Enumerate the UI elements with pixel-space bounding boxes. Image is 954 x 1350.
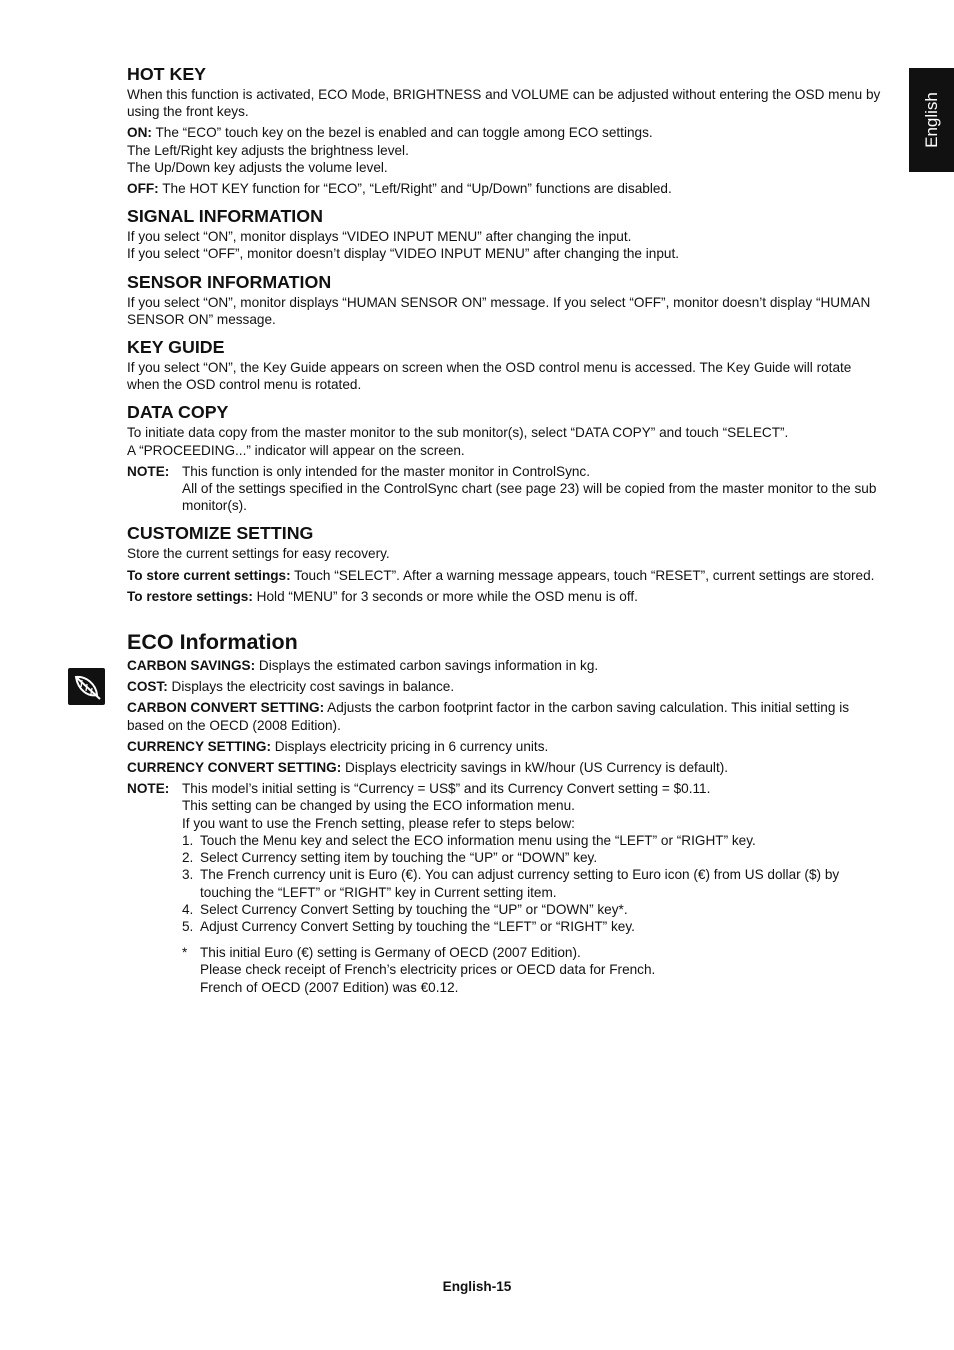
list-item xyxy=(182,901,883,918)
term-label: To restore settings: xyxy=(127,588,253,604)
step-number: 3. xyxy=(182,867,194,883)
footnote-line: This initial Euro (€) setting is Germany of OECD (2007 Edition). xyxy=(200,945,581,961)
paragraph: If you select “OFF”, monitor doesn’t display “VIDEO INPUT MENU” after changing the input. xyxy=(127,246,680,262)
paragraph: If you select “ON”, monitor displays “HUMAN SENSOR ON” message. If you select “OFF”, monitor doesn’t display “HUMAN SENSOR ON” message. xyxy=(127,294,871,327)
eco-information-title: ECO Information xyxy=(127,630,298,655)
paragraph: Store the current settings for easy recovery. xyxy=(127,546,390,562)
note-line: This function is only intended for the master monitor in ControlSync. xyxy=(182,463,591,479)
footnote-line: Please check receipt of French’s electricity prices or OECD data for French. xyxy=(200,962,656,978)
list-item xyxy=(182,918,883,935)
step-text: Touch the Menu key and select the ECO information menu using the “LEFT” or “RIGHT” key. xyxy=(200,832,756,848)
footnote-line: French of OECD (2007 Edition) was €0.12. xyxy=(200,979,459,995)
note-line: This model’s initial setting is “Currency = US$” and its Currency Convert setting = $0.11. xyxy=(182,781,711,797)
step-text: The French currency unit is Euro (€). You can adjust currency setting to Euro icon (€) from US dollar ($) by touching the “LEFT” or “RIGHT” key in Current setting item. xyxy=(200,867,840,900)
paragraph: The Up/Down key adjusts the volume level. xyxy=(127,159,388,175)
signal-information-section xyxy=(127,206,883,262)
paragraph xyxy=(127,657,883,674)
footnote-mark: * xyxy=(182,945,188,961)
step-text: Select Currency Convert Setting by touching the “UP” or “DOWN” key*. xyxy=(200,901,628,917)
paragraph: When this function is activated, ECO Mode, BRIGHTNESS and VOLUME can be adjusted without entering the OSD menu by using the front keys. xyxy=(127,87,881,120)
term-text: Displays electricity savings in kW/hour (US Currency is default). xyxy=(341,760,729,776)
paragraph xyxy=(127,738,883,755)
sensor-information-section xyxy=(127,272,883,328)
list-item xyxy=(182,832,883,849)
term-label: ON: xyxy=(127,125,152,141)
term-text: Touch “SELECT”. After a warning message appears, touch “RESET”, current settings are stored. xyxy=(290,567,875,583)
note-line: This setting can be changed by using the ECO information menu. xyxy=(182,798,575,814)
term-label: To store current settings: xyxy=(127,567,291,583)
note-label: NOTE: xyxy=(127,463,170,479)
step-text: Adjust Currency Convert Setting by touching the “LEFT” or “RIGHT” key. xyxy=(200,918,635,934)
footnote-body xyxy=(200,944,655,996)
paragraph: A “PROCEEDING...” indicator will appear on the screen. xyxy=(127,442,465,458)
note-body xyxy=(182,780,883,995)
term-text: The “ECO” touch key on the bezel is enabled and can toggle among ECO settings. xyxy=(151,125,653,141)
section-title: DATA COPY xyxy=(127,402,229,423)
footnote xyxy=(182,944,883,996)
term-text: The HOT KEY function for “ECO”, “Left/Right” and “Up/Down” functions are disabled. xyxy=(158,181,672,197)
paragraph xyxy=(127,759,883,776)
hot-key-section xyxy=(127,64,883,197)
section-title: HOT KEY xyxy=(127,64,207,84)
note-line: All of the settings specified in the ControlSync chart (see page 23) will be copied from the master monitor to the sub monitor(s). xyxy=(182,481,877,514)
paragraph xyxy=(127,180,883,197)
step-number: 5. xyxy=(182,918,194,934)
eco-information-section xyxy=(127,629,883,996)
step-number: 1. xyxy=(182,832,194,848)
section-title: SENSOR INFORMATION xyxy=(127,271,332,292)
term-label: CURRENCY SETTING: xyxy=(127,738,272,754)
paragraph xyxy=(127,678,883,695)
paragraph xyxy=(127,124,883,141)
paragraph xyxy=(127,699,883,733)
term-label: CARBON CONVERT SETTING: xyxy=(127,700,325,716)
list-item xyxy=(182,849,883,866)
customize-setting-section xyxy=(127,523,883,605)
term-label: OFF: xyxy=(127,181,159,197)
paragraph: The Left/Right key adjusts the brightness level. xyxy=(127,142,409,158)
term-label: CARBON SAVINGS: xyxy=(127,658,256,674)
term-text: Displays electricity pricing in 6 currency units. xyxy=(271,738,549,754)
steps-list xyxy=(182,832,883,935)
leaf-icon xyxy=(68,668,105,705)
section-title: KEY GUIDE xyxy=(127,337,225,358)
key-guide-section xyxy=(127,337,883,393)
language-tab xyxy=(909,68,954,172)
term-text: Adjusts the carbon footprint factor in the carbon saving calculation. This initial setting is based on the OECD (2008 Edition). xyxy=(127,700,850,733)
language-tab-label: English xyxy=(921,92,941,148)
term-text: Hold “MENU” for 3 seconds or more while the OSD menu is off. xyxy=(252,588,638,604)
paragraph: If you select “ON”, monitor displays “VIDEO INPUT MENU” after changing the input. xyxy=(127,229,632,245)
term-text: Displays the electricity cost savings in balance. xyxy=(167,679,455,695)
note xyxy=(127,463,883,515)
data-copy-section xyxy=(127,402,883,514)
paragraph xyxy=(127,567,883,584)
step-number: 4. xyxy=(182,901,194,917)
note-line: If you want to use the French setting, please refer to steps below: xyxy=(182,815,575,831)
paragraph xyxy=(127,588,883,605)
page-content xyxy=(127,64,883,996)
term-text: Displays the estimated carbon savings information in kg. xyxy=(255,658,599,674)
page-number: English-15 xyxy=(442,1279,512,1294)
list-item xyxy=(182,866,883,900)
paragraph: If you select “ON”, the Key Guide appears on screen when the OSD control menu is accessed. The Key Guide will rotate when the OSD control menu is rotated. xyxy=(127,360,852,393)
note xyxy=(127,780,883,995)
term-label: CURRENCY CONVERT SETTING: xyxy=(127,760,342,776)
paragraph: To initiate data copy from the master monitor to the sub monitor(s), select “DATA COPY” and touch “SELECT”. xyxy=(127,425,789,441)
section-title: SIGNAL INFORMATION xyxy=(127,206,323,227)
step-text: Select Currency setting item by touching the “UP” or “DOWN” key. xyxy=(200,850,598,866)
term-label: COST: xyxy=(127,679,168,695)
note-body xyxy=(182,463,883,515)
step-number: 2. xyxy=(182,850,194,866)
section-title: CUSTOMIZE SETTING xyxy=(127,523,314,544)
note-label: NOTE: xyxy=(127,781,170,797)
